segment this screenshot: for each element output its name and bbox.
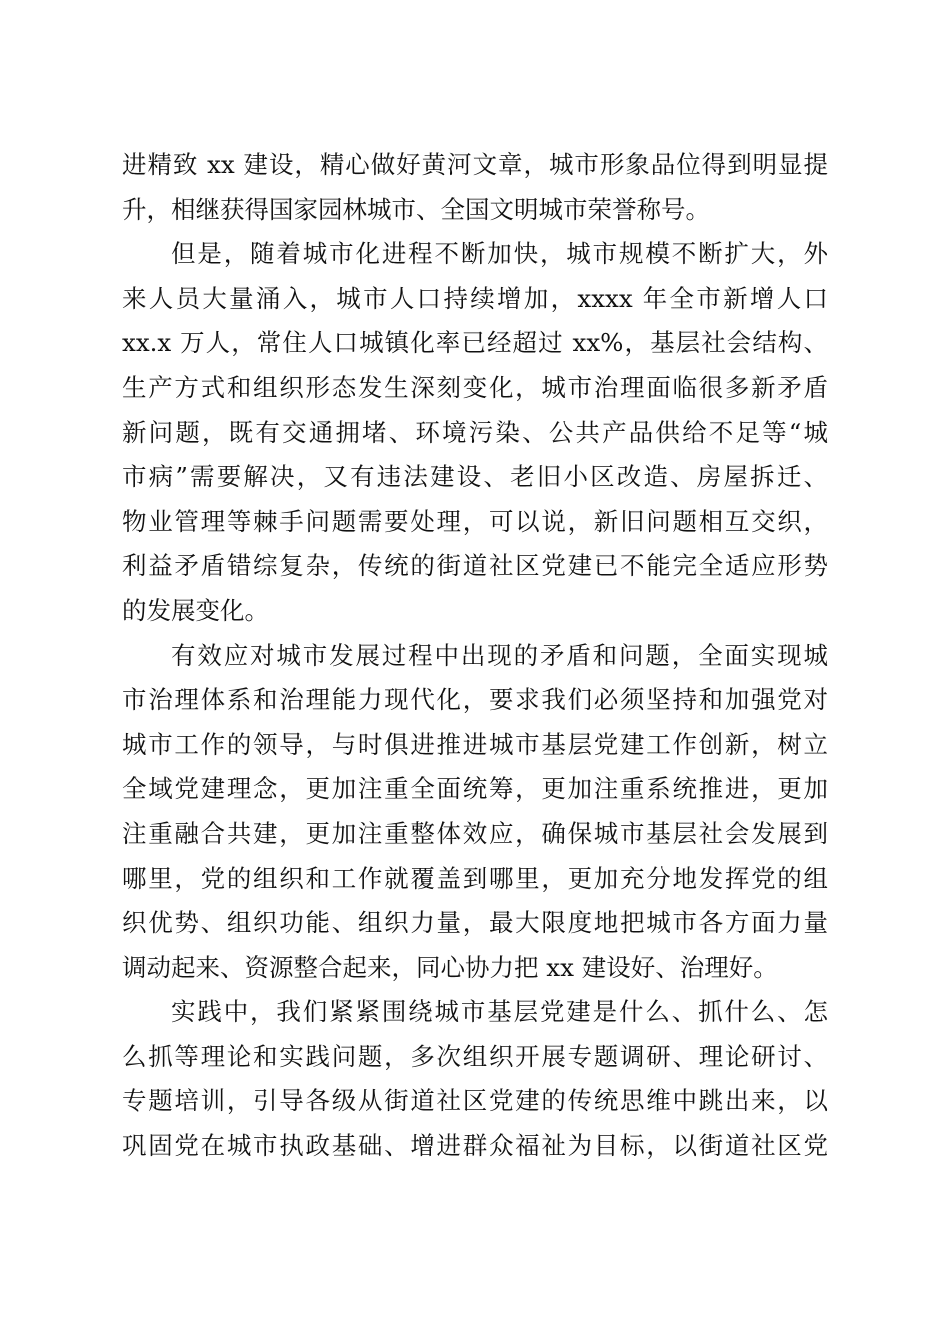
paragraph-3: [122, 634, 828, 991]
paragraph-4: [122, 990, 828, 1168]
text-line: 来人员大量涌入，城市人口持续增加，xxxx 年全市新增人口: [122, 283, 828, 313]
text-line: 市治理体系和治理能力现代化，要求我们必须坚持和加强党对: [122, 685, 828, 715]
text-line: 但是，随着城市化进程不断加快，城市规模不断扩大，外: [171, 239, 828, 269]
text-line: 升，相继获得国家园林城市、全国文明城市荣誉称号。: [122, 194, 710, 224]
text-line: 注重融合共建，更加注重整体效应，确保城市基层社会发展到: [122, 818, 828, 848]
text-line: 的发展变化。: [122, 595, 269, 625]
text-line: 有效应对城市发展过程中出现的矛盾和问题，全面实现城: [171, 640, 828, 670]
text-line: 全域党建理念，更加注重全面统筹，更加注重系统推进，更加: [122, 774, 828, 804]
body-text: [122, 143, 828, 1169]
text-line: 调动起来、资源整合起来，同心协力把 xx 建设好、治理好。: [122, 952, 778, 982]
text-line: 市病”需要解决，又有违法建设、老旧小区改造、房屋拆迁、: [122, 462, 828, 492]
text-line: 生产方式和组织形态发生深刻变化，城市治理面临很多新矛盾: [122, 372, 828, 402]
text-line: xx.x 万人，常住人口城镇化率已经超过 xx%，基层社会结构、: [122, 328, 828, 358]
text-line: 专题培训，引导各级从街道社区党建的传统思维中跳出来，以: [122, 1086, 828, 1116]
text-line: 进精致 xx 建设，精心做好黄河文章，城市形象品位得到明显提: [122, 150, 828, 179]
text-line: 么抓等理论和实践问题，多次组织开展专题调研、理论研讨、: [122, 1041, 828, 1071]
text-line: 哪里，党的组织和工作就覆盖到哪里，更加充分地发挥党的组: [122, 863, 828, 893]
text-line: 巩固党在城市执政基础、增进群众福祉为目标，以街道社区党: [122, 1131, 828, 1161]
text-line: 织优势、组织功能、组织力量，最大限度地把城市各方面力量: [122, 908, 828, 938]
text-line: 实践中，我们紧紧围绕城市基层党建是什么、抓什么、怎: [171, 997, 828, 1027]
text-line: 物业管理等棘手问题需要处理，可以说，新旧问题相互交织，: [122, 506, 828, 536]
paragraph-1: [122, 143, 828, 232]
text-line: 新问题，既有交通拥堵、环境污染、公共产品供给不足等“城: [122, 417, 828, 447]
text-line: 城市工作的领导，与时俱进推进城市基层党建工作创新，树立: [122, 729, 828, 759]
paragraph-2: [122, 232, 828, 633]
text-line: 利益矛盾错综复杂，传统的街道社区党建已不能完全适应形势: [122, 551, 828, 581]
